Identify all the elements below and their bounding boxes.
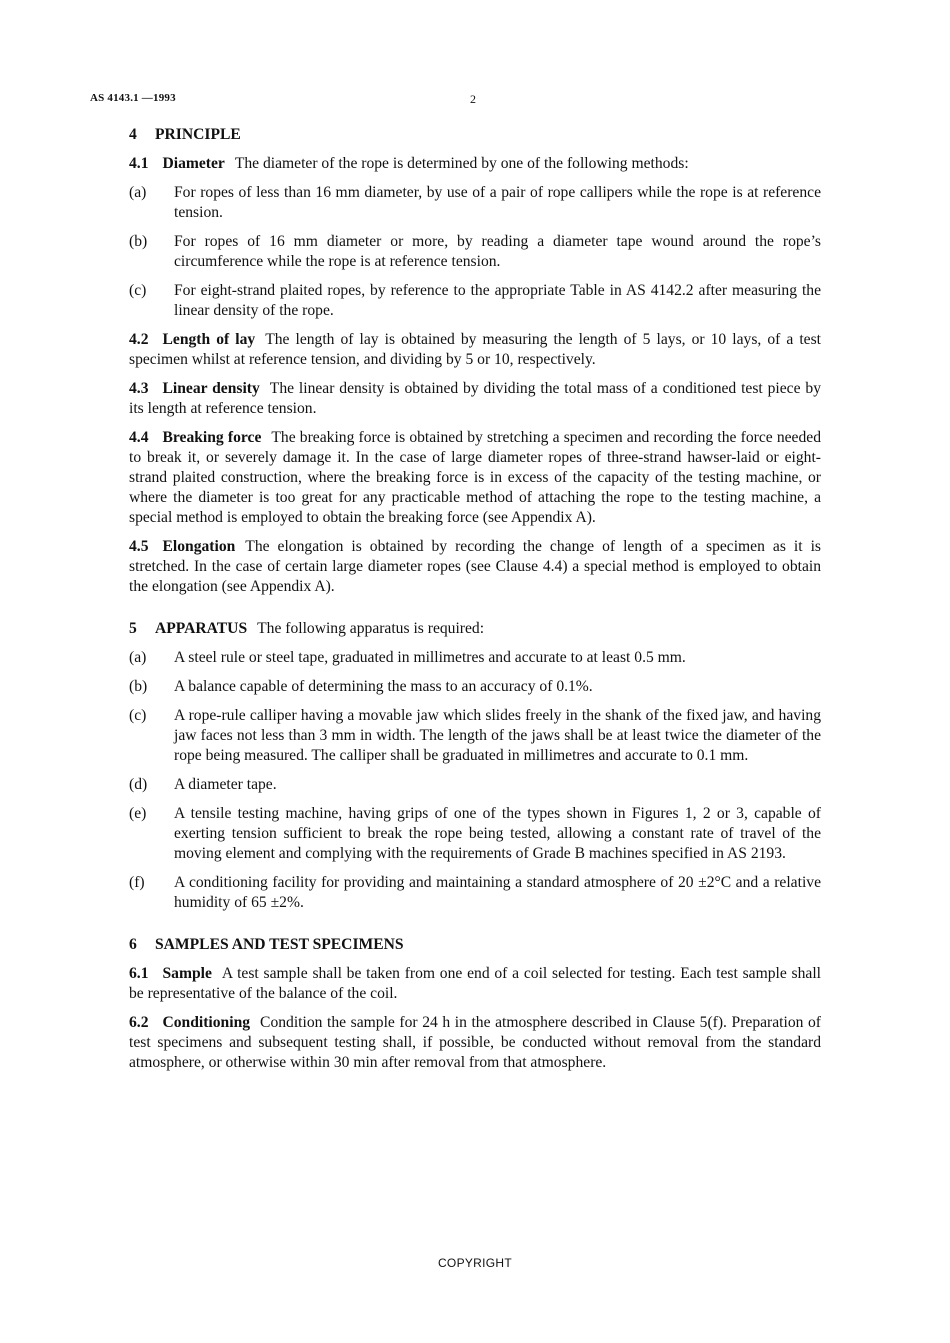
list-item-label: (c) (129, 282, 147, 299)
clause-number: 4.2 (129, 331, 149, 348)
document-id: AS 4143.1 —1993 (90, 92, 176, 104)
clause-text: The linear density is obtained by dividing the total mass of a conditioned test piece by its length at reference tension. (129, 380, 821, 417)
list-item-text: A conditioning facility for providing and maintaining a standard atmosphere of 20 ±2°C and a relative humidity of 65 ±2%. (174, 874, 821, 911)
clause-6-1 (129, 964, 821, 1004)
section-title: APPARATUS (155, 620, 248, 637)
clause-title: Conditioning (162, 1014, 251, 1031)
list-item (129, 183, 821, 223)
list-item-label: (b) (129, 678, 148, 695)
clause-4-5 (129, 537, 821, 597)
list-item-label: (a) (129, 184, 147, 201)
clause-text: Condition the sample for 24 h in the atmosphere described in Clause 5(f). Preparation of test specimens and subsequent testing shall, if possible, be conducted without removal from the standard atmosphere, or otherwise within 30 min after removal from that atmosphere. (129, 1014, 821, 1071)
list-item-text: A steel rule or steel tape, graduated in millimetres and accurate to at least 0.5 mm. (174, 649, 686, 666)
clause-title: Length of lay (162, 331, 256, 348)
list-item-text: A rope-rule calliper having a movable jaw which slides freely in the shank of the fixed jaw, and having jaw faces not less than 3 mm in width. The length of the jaws shall be at least twice the diameter of the rope being measured. The calliper shall be graduated in millimetres and accurate to 0.1 mm. (174, 707, 821, 764)
list-item (129, 232, 821, 272)
clause-4-2 (129, 330, 821, 370)
clause-6-2 (129, 1013, 821, 1073)
list-item-text: A tensile testing machine, having grips of one of the types shown in Figures 1, 2 or 3, capable of exerting tension sufficient to break the rope being tested, allowing a constant rate of travel of the moving element and complying with the requirements of Grade B machines specified in AS 2193. (174, 805, 821, 862)
list-item (129, 706, 821, 766)
copyright-footer: COPYRIGHT (437, 1256, 513, 1270)
list-item-label: (a) (129, 649, 147, 666)
page-number: 2 (470, 92, 476, 106)
clause-text: The breaking force is obtained by stretching a specimen and recording the force needed to break it, or severely damage it. In the case of large diameter ropes of three-strand hawser-laid or eight-strand plaited construction, where the breaking force is in excess of the capacity of the testing machine, or where the diameter is too great for any practicable method of attaching the rope to the testing machine, a special method is employed to obtain the breaking force (see Appendix A). (129, 429, 821, 526)
clause-title: Breaking force (162, 429, 262, 446)
clause-text: The length of lay is obtained by measuring the length of 5 lays, or 10 lays, of a test specimen whilst at reference tension, and dividing by 5 or 10, respectively. (129, 331, 822, 368)
clause-title: Elongation (162, 538, 236, 555)
list-item-text: For eight-strand plaited ropes, by reference to the appropriate Table in AS 4142.2 after measuring the linear density of the rope. (174, 282, 821, 319)
list-item-label: (e) (129, 805, 147, 822)
clause-number: 4.1 (129, 155, 149, 172)
clause-title: Sample (162, 965, 212, 982)
list-item-label: (f) (129, 874, 145, 891)
section-5-heading (129, 619, 821, 639)
list-item (129, 873, 821, 913)
section-number: 5 (129, 620, 137, 637)
clause-title: Diameter (162, 155, 225, 172)
list-item (129, 677, 821, 697)
list-item-text: A balance capable of determining the mass to an accuracy of 0.1%. (174, 678, 593, 695)
list-item-label: (d) (129, 776, 148, 793)
list-item (129, 804, 821, 864)
section-title: PRINCIPLE (155, 126, 241, 143)
list-item-text: For ropes of 16 mm diameter or more, by reading a diameter tape wound around the rope’s circumference while the rope is at reference tension. (174, 233, 821, 270)
section-6-heading (129, 935, 821, 955)
clause-text: The diameter of the rope is determined by one of the following methods: (234, 155, 689, 172)
clause-number: 4.4 (129, 429, 149, 446)
clause-4-1 (129, 154, 821, 174)
section-number: 6 (129, 936, 137, 953)
clause-4-4 (129, 428, 821, 528)
section-4-heading (129, 125, 821, 145)
section-number: 4 (129, 126, 137, 143)
clause-number: 4.3 (129, 380, 149, 397)
clause-4-3 (129, 379, 821, 419)
section-intro: The following apparatus is required: (257, 620, 485, 637)
list-item-label: (b) (129, 233, 148, 250)
clause-text: A test sample shall be taken from one end of a coil selected for testing. Each test sample shall be representative of the balance of the coil. (129, 965, 821, 1002)
clause-title: Linear density (162, 380, 260, 397)
clause-text: The elongation is obtained by recording the change of length of a specimen as it is stretched. In the case of certain large diameter ropes (see Clause 4.4) a special method is employed to obtain the elongation (see Appendix A). (129, 538, 821, 595)
list-item (129, 281, 821, 321)
section-title: SAMPLES AND TEST SPECIMENS (155, 936, 404, 953)
clause-number: 6.2 (129, 1014, 149, 1031)
clause-number: 6.1 (129, 965, 149, 982)
list-item-text: For ropes of less than 16 mm diameter, by use of a pair of rope callipers while the rope is at reference tension. (174, 184, 821, 221)
page-content (129, 125, 821, 1082)
list-item (129, 648, 821, 668)
list-item-text: A diameter tape. (174, 776, 277, 793)
list-item (129, 775, 821, 795)
clause-number: 4.5 (129, 538, 149, 555)
list-item-label: (c) (129, 707, 147, 724)
